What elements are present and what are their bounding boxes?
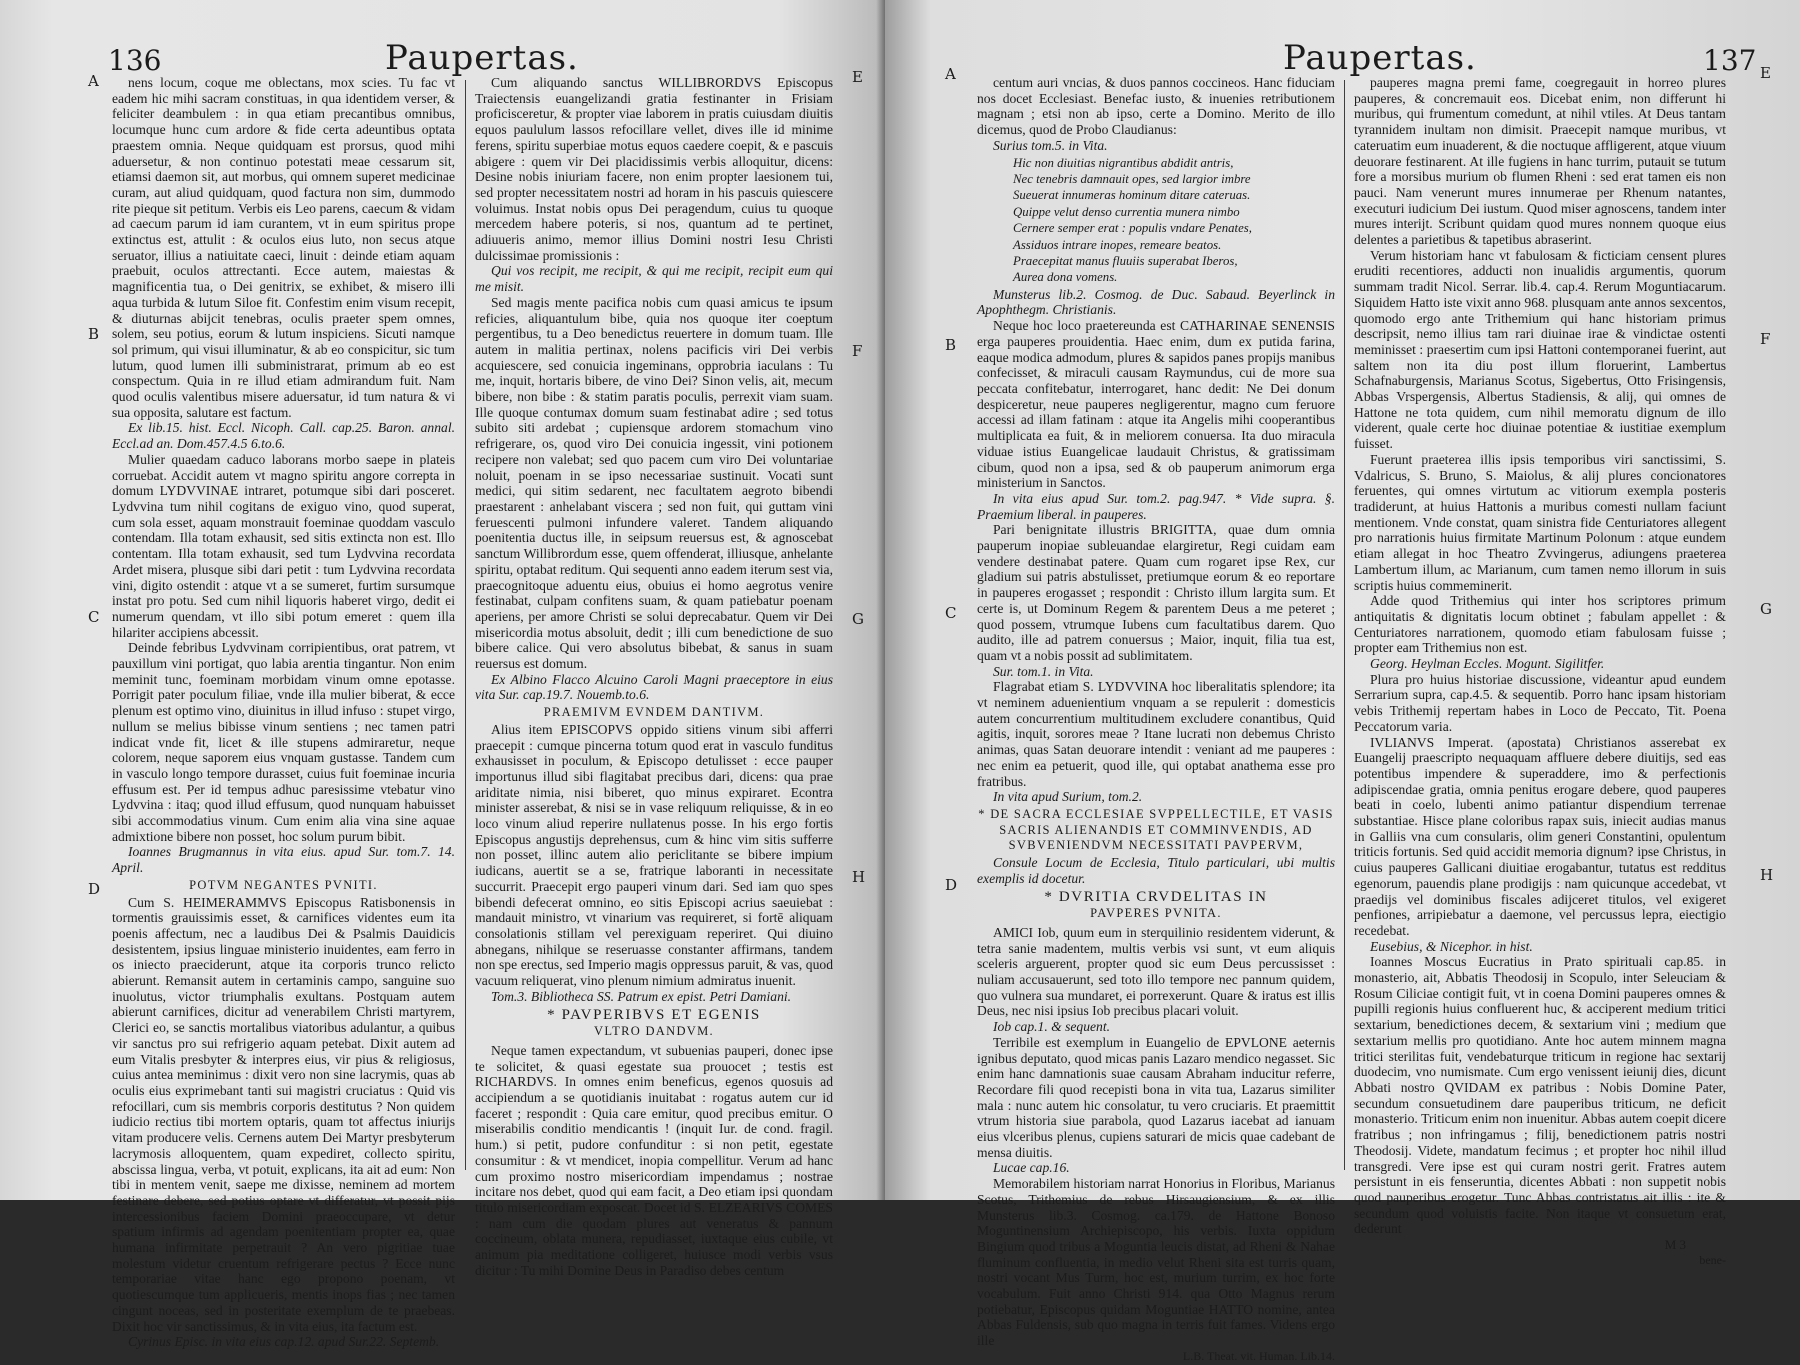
section-heading: * DVRITIA CRVDELITAS IN — [1044, 889, 1268, 906]
paragraph: Flagrabat etiam S. LYDVVINA hoc liberalitatis splendore; ita vt neminem aduenientium vnquam a se repulerit : domesticis autem concurrentium multitudinem excludere conantibus, Quid agitis, inquit, sorores meae ? Itane lucrati non debemus Christo animas, quas Satan deuorare intendit : veniant ad me pauperes : nec enim ea petuerit, quod ille, qui optabat anathema esse pro fratribus. — [977, 679, 1335, 789]
citation: Iob cap.1. & sequent. — [993, 1019, 1111, 1035]
left-column-1 — [112, 75, 455, 1350]
section-subheading: VLTRO DANDVM. — [594, 1024, 714, 1039]
signature-mark: M 3 — [1664, 1237, 1686, 1253]
margin-letter-a: A — [88, 72, 99, 90]
citation: In vita apud Surium, tom.2. — [993, 789, 1143, 805]
margin-letter-h: H — [1760, 866, 1774, 884]
verse-line: Quippe velut denso currentia munera nimbo — [1013, 204, 1240, 219]
column-rule — [465, 80, 466, 1170]
margin-letter-d: D — [88, 880, 101, 898]
citation: Lucae cap.16. — [993, 1160, 1070, 1176]
paragraph: Cum S. HEIMERAMMVS Episcopus Ratisbonensis in tormentis grauissimis esset, & carnifices videntes eum ita poenis affectum, nec a laudibus Dei & Psalmis Dauidicis desistentem, ipsius linguae ministerio inuidentes, eam ferro in os iniecto praeciderunt, atque ita corporis trunco relicto abierunt. Remansit autem in certaminis campo, sanguine suo inuolutus, victor triumphalis exultans. Postquam autem abierunt carnifices, dicitur ad venerabilem Christi martyrem, Clerici eo, se sanctis mortalibus viatoribus adulantur, a quibus vir sanctus pro sui refrigerio aquam petebat. Dixit autem ad eum Vitalis presbyter & interpres eius, vir pius & religiosus, cuius antea meminimus : dixit vero non sine lacrymis, quas ab oculis eius exprimebant tanti sui magistri cruciatus : Quid vis refocillari, cum sis membris corporis destitutus ? Non quidem iudicio rectius tibi mortem optaris, quam tot affectus iniurijs vitam producere velis. Cernens autem Dei Martyr presbyterum lacrymosis alloquentem, quam expediret, collecto spiritu, abscissa lingua, verba, vt potuit, explicans, ita ait ad eum: Non tibi in mentem venit, saepe me dixisse, neminem ad mortem festinare debere, sed potius optare vt differatur, vt possit pijs intercessionibus faciem Domini praeoccupare, vt detur spatium infirmis ad agendam poenitentiam propter ea, quae humana infirmitate perpetrauit ? An vero pigritiae tuae molestum videtur cruentum refrigerare pectus ? Ecce nunc temporariae vitae hanc ego propono poenam, vt quotiescumque tum applicueris, mentis inops fias ; nec tamen cingunt noceas, sed in posteritate exemplum de te praebeas. Dixit hoc vir sanctissimus, & in vita eius, ita factum est. — [112, 894, 455, 1334]
citation: Ioannes Brugmannus in vita eius. apud Sur. tom.7. 14. April. — [112, 844, 455, 876]
paragraph: centum auri vncias, & duos pannos coccineos. Hanc fiduciam nos docet Ecclesiast. Benefac iusto, & inuenies retributionem magnam ; etsi non ab ipso, certe a Domino. Merito de illo dicemus, quod de Probo Claudianus: — [977, 75, 1335, 138]
margin-letter-c: C — [88, 608, 100, 626]
paragraph: pauperes magna premi fame, coegregauit in horreo plures pauperes, & concremauit eos. Dicebat enim, non differunt hi muribus, qui frumentum comedunt, at nihil vtiles. At Deus tantam tyrannidem inultam non dimisit. Praecepit namque muribus, vt cateruatim eum inuaderent, & die noctuque affligerent, atque viuum deuorare festinarent. At ille fugiens in hanc turrim, putauit se tutum fore a morsibus murium ob flumen Rheni : sed erat tamen eis non pauci. Nam venerunt mures innumerae per Rhenum natantes, executuri iudicium Dei iustum. Quod miser agnoscens, tandem inter mures interijt. Scribunt quidam quod mures nonnem quoque eius delentes a parietibus & tapetibus abraserint. — [1354, 75, 1726, 248]
verse-line: Praecepitat manus fluuiis superabat Iberos, — [1013, 253, 1238, 268]
citation: Qui vos recipit, me recipit, & qui me recipit, recipit eum qui me misit. — [475, 263, 833, 295]
paragraph: nens locum, coque me oblectans, mox scies. Tu fac vt eadem hic mihi sacram constituas, in qua identidem verser, & feliciter deambulem : in qua etiam precantibus omnibus, locumque hunc cum ardore & fide certa adeuntibus optata praestem omnia. Neque quidquam est prorsus, quod mihi aduersetur, & non continuo potestati meae cessarum sit, etiamsi daemon sit, aut morbus, qui omnem superet medicinae curam, aut aliud quidquam, quod factura non sim, dummodo rite pieque sit petitum. Verbis eis Leo parens, caecum & vidam ad caecum parum id iam curantem, vt in eum spiritus prope extinctus est, attulit : & oculos eius luto, non secus atque seruator, illius a natiuitate caeci, linuit : deinde etiam aquam praebuit, oculos attrectanti. Ecce autem, maiestas & magnificentia tua, o Dei genitrix, se exhibet, & misero illi aqua turbida & lutum Siloe fit. Confestim enim visum recepit, & diuturnas abijcit tenebras, oculis praeter spem omnes, solem, seu potius, eorum & lutum inspiciens. Sicuti namque sol primum, qui visui illuminatur, & ab eo conspicitur, sic tum lutum, quod lumen illi subministrarat, primum ab eo est conspectum. Quia in re illud etiam admirandum fuit. Nam quod oculis valentibus misere aduersatur, id tum natura & vi sua opposita, salutare est factum. — [112, 75, 455, 420]
citation: Ex lib.15. hist. Eccl. Nicoph. Call. cap.25. Baron. annal. Eccl.ad an. Dom.457.4.5 6.to.6. — [112, 420, 455, 452]
margin-letter-h: H — [852, 868, 866, 886]
margin-letter-f: F — [852, 342, 863, 360]
paragraph: Memorabilem historiam narrat Honorius in Floribus, Marianus Scotus, Trithemius de rebus Hirsaugiensium, & ex illis Munsterus lib.3. Cosmog. ca.179. de Hattone Bonoso Moguntinensium Archiepiscopo, his verbis. Iuxta oppidum Bingium quod tribus a Moguntia leucis distat, ad Rheni & Nahae fluminum confluentia, in medio velut Rheni sita est turris quam, nostri vocant Mus Turm, hoc est, murium turrim, ex hoc forte vocabulum. Fuit anno Christi 914. qua Otto Magnus rerum potiebatur, Episcopus quidam Moguntiae HATTO nomine, antea Abbas Fuldensis, sub quo magna in terris fuit fames. Videns ergo ille — [977, 1176, 1335, 1349]
paragraph: Adde quod Trithemius qui inter hos scriptores primum antiquitatis & dignitatis locum obtinet ; fabulam appellet : & Centuriatores narrationem, quomodo etiam fabulosam fuisse ; propter eam Trithemius non est. — [1354, 593, 1726, 656]
paragraph: Alius item EPISCOPVS oppido sitiens vinum sibi afferri praecepit : cumque pincerna totum quod erat in vasculo funditus exhausisset in poculum, & Episcopo detulisset : ecce pauper importunus illud sibi flagitabat precibus dari, dicens: qua prae ariditate nimia, nisi biberet, quo minus expiraret. Econtra minister asserebat, & nisi se in vase reliquum reliquisse, & in eo loco vinum aliud reperire nullatenus posse. In his ergo fortis Episcopus angustijs deprehensus, cum & hinc vim sitis sufferre non posset, illinc autem alio periclitante se bibere impium iudicans, auertit se a se, fratrique laboranti in necessitate succurrit. Praecepit ergo pauperi vinum dari. Sed iam quo spes bibendi defecerat omnino, eo sitis Episcopi acrius saeuiebat : mandauit ministro, vt vinarium vas requireret, si fortē aliquam consolationis stillam vel perexiguam reperiret. Qui diuino abnegans, nihilque se reseruasse constanter affirmans, tandem non spe erectus, sed Imperio magis oppressus paruit, & vas, quod vacuum reliquerat, vino plenum nimium admiratus inuenit. — [475, 721, 833, 989]
verse-line: Assiduos intrare inopes, remeare beatos. — [1013, 237, 1222, 252]
section-heading: * DE SACRA ECCLESIAE SVPPELLECTILE, ET VASIS SACRIS ALIENANDIS ET COMMINVENDIS, AD SVBVENIENDVM NECESSITATI PAVPERVM, — [978, 806, 1334, 853]
citation: Eusebius, & Nicephor. in hist. — [1370, 938, 1533, 954]
citation: In vita eius apud Sur. tom.2. pag.947. * Vide supra. §. Praemium liberal. in pauperes. — [977, 490, 1335, 522]
catchword: bene- — [1699, 1252, 1726, 1267]
paragraph: Cum aliquando sanctus WILLIBRORDVS Episcopus Traiectensis euangelizandi gratia festinanter in Frisiam proficisceretur, & propter viae laborem in pratis cuiusdam diuitis equos paululum lassos refocillare vellet, dives ille id minime ferens, spiritu superbiae motus equos caedere coepit, & e pascuis abigere : quem vir Dei placidissimis verbis alloquitur, dicens: Desine nobis iniuriam facere, non enim propter laesionem tui, sed propter necessitatem nostri ad horam in his pascuis quiescere voluimus. Instat nobis opus Dei peragendum, cuius tu quoque mercedem habere poteris, si nos, quantum ad te pertinet, adiuueris animo, memor illius Domini nostri Iesu Christi dulcissimae promissionis : — [475, 75, 833, 263]
verse-line: Aurea dona vomens. — [1013, 270, 1118, 285]
verse-line: Nec tenebris damnauit opes, sed largior imbre — [1013, 171, 1251, 186]
citation: Tom.3. Bibliotheca SS. Patrum ex epist. Petri Damiani. — [491, 988, 792, 1004]
paragraph: IVLIANVS Imperat. (apostata) Christianos asserebat ex Euangelij praescripto nequaquam affluere debere diuitijs, sed eas potentibus impendere & superaddere, imo & perfectionis adipiscendae gratia, omnia penitus erogare debere, quod pauperes beati in coelo, lubenti animo patiantur dispendium terrenae substantiae. Hisce plane coloribus rapax suis, iniecit audias manus in Galliis vna cum consularis, olim generi Constantini, opulentum triticis fortunis. Sed quid accidit memoria dignum? ipse Christus, in cuius pauperes Gallicani diuitiae erogabantur, tutatus est redditus egenorum, pauendis plane prodigijs : nam quicunque accedebat, vt praedijs vel dominibus fiscales adijceret titulos, vel exigeret penfiones, arripiebatur a daemone, vel percussus lepra, eiectigio recedebat. — [1354, 734, 1726, 938]
verse-line: Hic non diuitias nigrantibus abdidit antris, — [1013, 155, 1234, 170]
right-page — [885, 0, 1800, 1363]
page-number-right: 137 — [1703, 44, 1757, 77]
margin-letter-c: C — [945, 604, 957, 622]
paragraph: Plura pro huius historiae discussione, videantur apud eundem Serrarium supra, cap.4.5. & sequentib. Porro hanc ipsam historiam vebis Trithemij repertam habes in Loco de Peccato, Tit. Poena Peccatorum varia. — [1354, 671, 1726, 734]
citation: Consule Locum de Ecclesia, Titulo particulari, ubi multis exemplis id docetur. — [977, 855, 1335, 886]
section-subheading: PAVPERES PVNITA. — [1090, 906, 1222, 921]
paragraph: AMICI Iob, quum eum in sterquilinio residentem viderunt, & tetra sanie madentem, multis verbis vsi sunt, vt eum aliquis sceleris arguerent, propter quod sic eum Deus percussisset : nuliam accusauerunt, sed toto illo tempore nec pannum quidem, quo vulnera sua mundaret, ei porrexerunt. Quare & iratus est illis Deus, nec nisi ipsius Iob precibus placari voluit. — [977, 924, 1335, 1019]
paragraph: Pari benignitate illustris BRIGITTA, quae dum omnia pauperum inopiae subleuandae elargiretur, Regi cuidam eam vendere destinabat patere. Quam cum rogaret ipse Rex, cur gladium sui patris abstulisset, pretiumque eorum & eo reportare in pauperes erogasset ; respondit : Christo illum largita sum. Et certe is, ut Dominum Regem & parentem Deus a me peteret ; quod possem, vtrumque Iubens cum facultatibus darem. Quo audito, ille ad patrem conuersus ; Maior, inquit, filia tua est, quam vt a nobis possit ad sublimitatem. — [977, 522, 1335, 663]
margin-letter-b: B — [945, 336, 957, 354]
section-heading: PRAEMIVM EVNDEM DANTIVM. — [543, 705, 765, 720]
paragraph: Sed magis mente pacifica nobis cum quasi amicus te ipsum reficies, aliquantulum bibe, quia nos quoque iter coeptum pergentibus, tu a Deo benedictus reuertere in domum tuam. Ille autem in malitia pertinax, nolens pacificis viri Dei verbis acquiescere, sed conuicia ingeminans, opprobria iaculans : Tu me, inquit, hortaris bibere, de vino Dei? Sinon velis, ait, mecum bibere, non bibe : & statim paratis poculis, perrexit viam suam. Ille quoque contumax domum suam festinabat adire ; sed totus subito siti ardebat ; cupiensque ardorem stomachum vino refrigerare, os, quod viro Dei conuicia ingessit, vini potionem recipere non valebat; sed quo pacem cum viro Dei voluntariae noluit, poenam in se ipso necessariae sustinuit. Vocati sunt medici, qui sitim sedarent, nec facultatem aegroto bibendi praestarent : anhelabant viscera ; sed non fuit, qui guttam vini feruescenti pulmoni infundere valeret. Tandem aliquando poenitentia ductus ille, in seipsum reuersus est, & agnoscebat sanctum Willibrordum esse, quem offenderat, illiusque, anhelante spiritu, optabat reditum. Qui sequenti anno eadem iterum sest via, praecognitoque aduentu eius, obuius ei homo aegrotus venire festinabat, culpam confitens suam, & quam patiebatur poenam aperiens, per amore Christi se solui deprecabatur. Quem vir Dei misericordia motus absoluit, dedit ; illi cum benedictione de suo bibere calice. Qui vero absolutus bibebat, & sanus in suam reuersus est domum. — [475, 294, 833, 672]
margin-letter-g: G — [1760, 600, 1772, 618]
citation: Ex Albino Flacco Alcuino Caroli Magni praeceptore in eius vita Sur. cap.19.7. Nouemb.to.6. — [475, 671, 833, 703]
paragraph: Deinde febribus Lydvvinam corripientibus, orat patrem, vt pauxillum vini portigat, quo labia arentia tingantur. Non enim meminit tunc, foeminam morbidam vinum omne epotasse. Porrigit pater poculum filiae, vnde illa mulier biberat, & ecce plenum est optimo vino, diuinitus in illud infuso : stupet virgo, nullum se melius bibisse vinum sentiens ; nec tamen patri indicat vnde fit, licet & ille stupens admiraretur, neque colorem, neque saporem eius vnquam gustasse. Tandem cum in vasculo longo tempore durasset, cuius fuit foeminae incuria effusum est. Per id tempus adhuc paresissime vtebatur vino Lydvvina : itaq; quod illud effusum, quod nunquam habuisset sibi accommodatius vinum. Cum enim alia vina sine aquae admixtione bibere non posset, hoc solum purum bibit. — [112, 640, 455, 844]
paragraph: Mulier quaedam caduco laborans morbo saepe in plateis corruebat. Accidit autem vt magno spiritu angore correpta in domum LYDVVINAE intraret, potumque sibi dari posceret. Lydvvina tum nihil cogitans de exiguo vino, quod superat, cum sola esset, aquam monstrauit foeminae quoddam vasculo contendam. Illa totam exhausit, sed sitis extincta non est. Illo contentam. Illa totam exhausit, sed tum Lydvvina recordata Ardet misera, plusque sibi dari petit : tum Lydvvina recordata vini, digito ostendit : atque vt a se sumeret, furtim sursumque instat pro potu. Sed cum nihil liquoris haberet virgo, dedit ei numerum quendam, vt illo sibi potum emeret : quem illa hilariter accipiens abcessit. — [112, 451, 455, 640]
citation: Cyrinus Episc. in vita eius cap.12. apud Sur.22. Septemb. — [128, 1334, 440, 1350]
citation: L.B. Theat. vit. Human. Lib.14. — [1182, 1348, 1335, 1363]
citation: Georg. Heylman Eccles. Mogunt. Sigilitfer. — [1370, 656, 1605, 672]
running-head-right: Paupertas. — [1283, 38, 1477, 78]
citation: Surius tom.5. in Vita. — [993, 137, 1108, 153]
paragraph: Verum historiam hanc vt fabulosam & ficticiam censent plures eruditi recentiores, adducti non inualidis argumentis, quorum summam tradit Nicol. Serrar. lib.4. cap.4. Rerum Moguntiacarum. Siquidem Hatto iste vixit anno 968. plusquam ante annos sexcentos, quomodo ergo ante Trithemium qui hanc historiam primus descripsit, nemo illius tam rari diuinae irae & vindictae ostenti meminisset : praesertim cum ipsi Hattoni contemporanei fuerint, aut saltem non ita diu post illum floruerint, Lambertus Schafnaburgensis, Marianus Scotus, Sigebertus, Otto Frisingensis, Abbas Vrspergensis, Albertus Stadiensis, & alij, qui omnes de Hattone ne tota quidem, cum nihil memoratu dignum de illo viderent, quale certe hoc diuinae potentiae & iustitiae exemplum fuisset. — [1354, 247, 1726, 452]
paragraph: Ioannes Moscus Eucratius in Prato spirituali cap.85. in monasterio, ait, Abbatis Theodosij in Scopulo, inter Seleuciam & Rosum Ciliciae contigit fuit, vt in coena Domini pauperes omnes & pupilli regionis huius confluerent huc, & acciperent medium tritici sextarium, benedictiones decem, & sextarium vini ; medium que sextarium mellis pro quotidiano. Ante hoc autem minnem magna tritici sterilitas fuit, vendebaturque triticum in regione hac sextarij duodecim, vno numismate. Cum ergo venissent ieiunij dies, dicunt Abbati nostro QVIDAM ex patribus : Nobis Domine Pater, secundum consuetudinem dare pauperibus triticum, ne deficit monasterio. Triticum enim non inuenitur. Abbas autem coepit dicere fratribus ; non infringamus ; filij, benedictionem patris nostri Theodosij. Videte, mandatum fecimus ; et propter hoc nihil illud transgredi. Vere ipse est qui curam nostri gerit. Fratres autem persistunt in eis fenseruntia, dicentes Abbati : non suppetit nobis quod pauperibus erogetur. Tunc Abbas contristatus ait illis : ite & secundum quod voluistis facite. Non itaque vt consuetum erat, dederunt — [1354, 954, 1726, 1237]
column-rule — [1344, 80, 1345, 1170]
paragraph: Neque hoc loco praetereunda est CATHARINAE SENENSIS erga pauperes prouidentia. Haec enim, dum ex putida farina, eaque modica admodum, plures & sapidos panes propijs manibus confecisset, & miraculi causam Raymundus, cui de more sua peccata confitebatur, interrogaret, hanc dedit: Ne Dei donum despiceretur, neue pauperes negligerentur, magno cum feruore accessi ad illam fatinam : atque ita Angelis mihi cooperantibus multiplicata ea fuit, & in meliorem conuersa. Ita duo miracula viduae istius Euangelicae laudauit Christus, & gratissimam cibum, quod non a ipsa, sed & ob pauperum animorum erga ministerium in Sanctos. — [977, 318, 1335, 491]
page-number-left: 136 — [108, 44, 162, 77]
margin-letter-b: B — [88, 325, 100, 343]
verse-line: Cernere semper erat : populis vndare Penates, — [1013, 221, 1252, 236]
margin-letter-d: D — [945, 876, 958, 894]
margin-letter-e: E — [1760, 64, 1771, 82]
right-column-1 — [977, 75, 1335, 1363]
section-heading: * PAVPERIBVS ET EGENIS — [547, 1007, 761, 1024]
section-heading: POTVM NEGANTES PVNITI. — [189, 877, 378, 892]
paragraph: Neque tamen expectandum, vt subuenias pauperi, donec ipse te solicitet, & quasi egestate sua prouocet ; testis est RICHARDVS. In omnes enim beneficus, egenos quosuis ad accipiendum a se quotidianis inuitabat : rogatus autem cur id faceret ; respondit : Quia care emitur, quod precibus emitur. O miserabilis conditio mendicantis ! (inquit Iur. de cond. fragil. hum.) si petit, pudore confunditur : si non petit, egestate consumitur : & vt mendicet, inopia compellitur. Verum ad hanc cum proximo nostro misericordiam impendamus ; nostrae incitare nos debet, quod qui eam facit, a Deo etiam ipsi quondam titulo misericordiam exposcat. Docet id S. ELZEARIVS COMES : nam cum die quodam plures aut veneratus & pannum coccineum, oblata munera, repudiasset, iuxtaque eius cubile, vt animum pia meditatione colligeret, huiusce modi verbis vsus dicitur : Tu mihi Domine Deus in Paradiso debes centum — [475, 1042, 833, 1278]
margin-letter-g: G — [852, 610, 864, 628]
running-head-left: Paupertas. — [385, 38, 579, 78]
left-column-2 — [475, 75, 833, 1278]
citation: Sur. tom.1. in Vita. — [993, 663, 1094, 679]
paragraph: Fuerunt praeterea illis ipsis temporibus viri sanctissimi, S. Vdalricus, S. Bruno, S. Maiolus, & alij plures concionatores feruentes, qui omnes virtutum ac vitiorum exempla posteris tradiderunt, at huius Hattonis a muribus comesti nullam faciunt mentionem. Vnde constat, quam sinistra fide Centuriatores allegent pro narrationis huius firmitate Martinum Polonum : atque eundem etiam allegat in hoc Theatro Zvvingerus, adiungens praeterea Lambertum illum, ac Marianum, cum tamen nemo illorum in suis scriptis huius commeminerit. — [1354, 451, 1726, 593]
right-column-2 — [1354, 75, 1726, 1267]
left-page — [0, 0, 885, 1350]
verse-line: Sueuerat innumeras hominum ditare cateruas. — [1013, 188, 1251, 203]
margin-letter-e: E — [852, 68, 863, 86]
paragraph: Terribile est exemplum in Euangelio de EPVLONE aeternis ignibus deputato, quod micas panis Lazaro mendico negasset. Sic enim hanc damnationis suae causam Abraham inducitur referre, Recordare fili quod recepisti bona in vita tua, Lazarus similiter mala : nunc autem hic consolatur, tu vero cruciaris. Et praemittit vtrum historia siue parabola, quod Lazarus iacebat ad ianuam eius vlceribus plenus, cupiens saturari de micis quae cadebant de mensa diuitis. — [977, 1034, 1335, 1160]
margin-letter-a: A — [945, 65, 956, 83]
citation: Munsterus lib.2. Cosmog. de Duc. Sabaud. Beyerlinck in Apophthegm. Christianis. — [977, 286, 1335, 318]
margin-letter-f: F — [1760, 330, 1771, 348]
